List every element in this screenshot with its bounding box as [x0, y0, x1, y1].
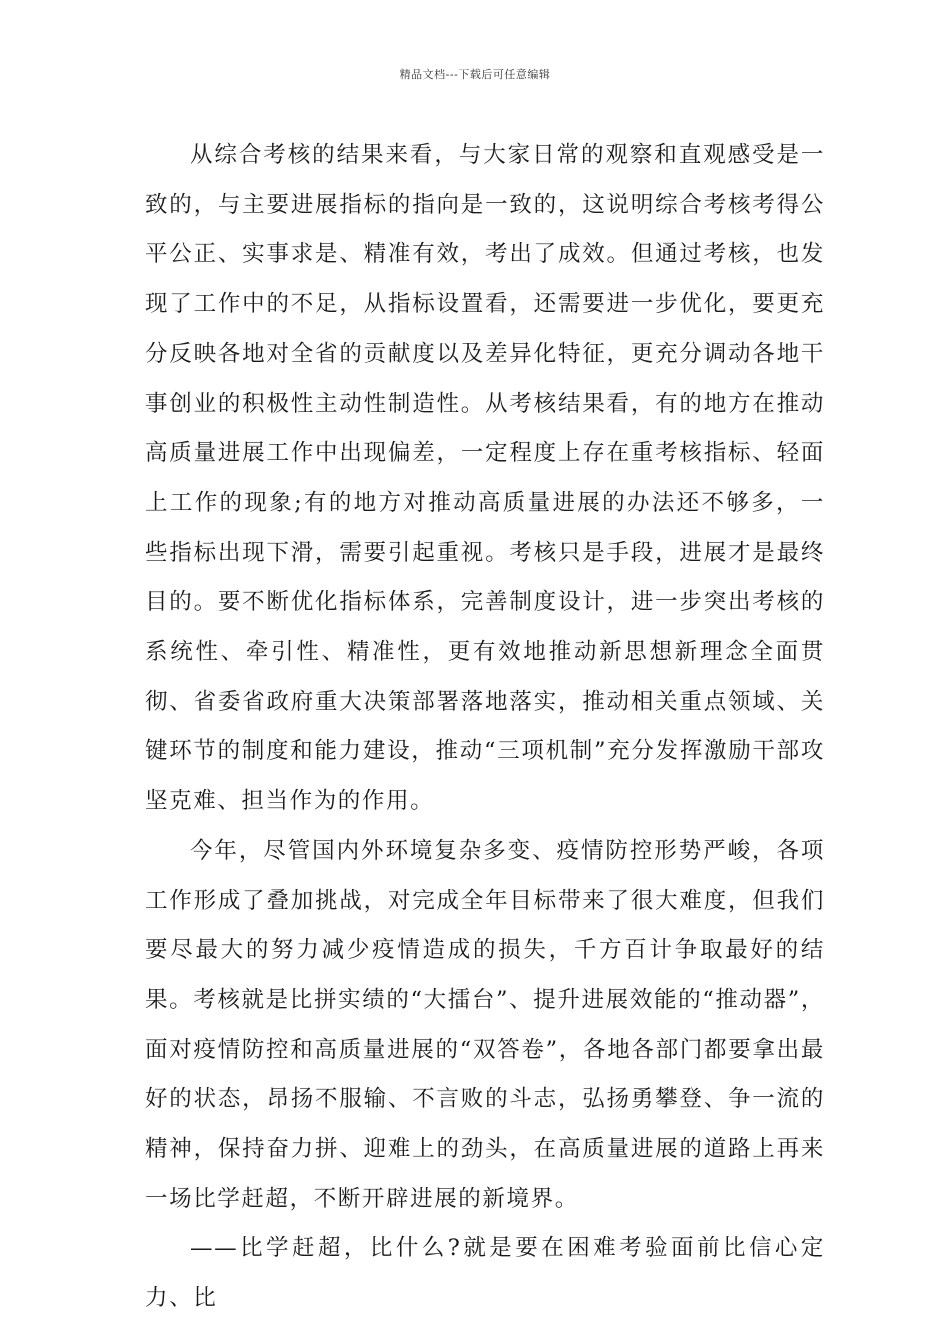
paragraph-1: 从综合考核的结果来看，与大家日常的观察和直观感受是一致的，与主要进展指标的指向是一致的，这说明综合考核考得公平公正、实事求是、精准有效，考出了成效。但通过考核，也发现了工作中的不足，从指标设置看，还需要进一步优化，要更充分反映各地对全省的贡献度以及差异化特征，更充分调动各地干事创业的积极性主动性制造性。从考核结果看，有的地方在推动高质量进展工作中出现偏差，一定程度上存在重考核指标、轻面上工作的现象;有的地方对推动高质量进展的办法还不够多，一些指标出现下滑，需要引起重视。考核只是手段，进展才是最终目的。要不断优化指标体系，完善制度设计，进一步突出考核的系统性、牵引性、精准性，更有效地推动新思想新理念全面贯彻、省委省政府重大决策部署落地落实，推动相关重点领域、关键环节的制度和能力建设，推动“三项机制”充分发挥激励干部攻坚克难、担当作为的作用。 [145, 142, 825, 815]
document-body [145, 131, 825, 1324]
paragraph-3: ——比学赶超，比什么?就是要在困难考验面前比信心定力、比 [145, 1235, 825, 1312]
page-header: 精品文档---下载后可任意编辑 [399, 68, 551, 81]
paragraph-2: 今年，尽管国内外环境复杂多变、疫情防控形势严峻，各项工作形成了叠加挑战，对完成全年目标带来了很大难度，但我们要尽最大的努力减少疫情造成的损失，千方百计争取最好的结果。考核就是比拼实绩的“大擂台”、提升进展效能的“推动器”，面对疫情防控和高质量进展的“双答卷”，各地各部门都要拿出最好的状态，昂扬不服输、不言败的斗志，弘扬勇攀登、争一流的精神，保持奋力拼、迎难上的劲头，在高质量进展的道路上再来一场比学赶超，不断开辟进展的新境界。 [145, 837, 825, 1212]
